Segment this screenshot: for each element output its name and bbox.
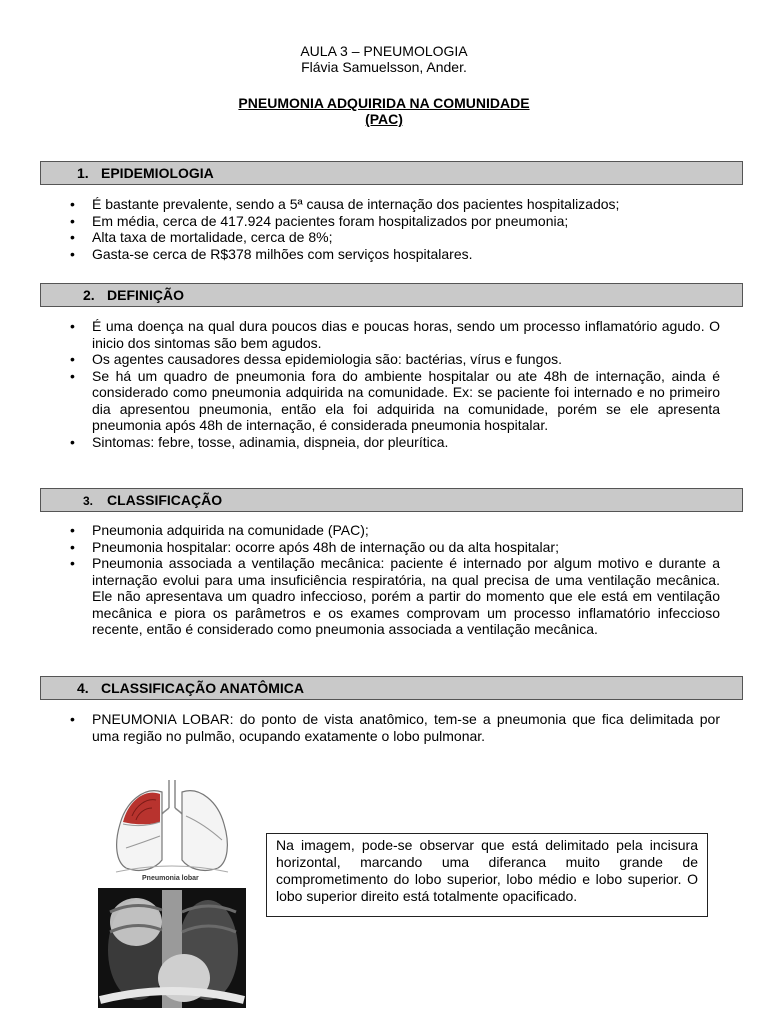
list-item: • Os agentes causadores dessa epidemiologia são: bactérias, vírus e fungos. [92, 351, 720, 368]
section-header-definicao [40, 283, 743, 307]
authors-line: Flávia Samuelsson, Ander. [301, 59, 467, 75]
chest-xray-image [98, 888, 246, 1008]
anatomica-list [92, 711, 720, 744]
list-item: • Em média, cerca de 417.924 pacientes foram hospitalizados por pneumonia; [92, 213, 720, 230]
section-title: EPIDEMIOLOGIA [101, 165, 214, 181]
document-header [0, 43, 768, 75]
section-title: DEFINIÇÃO [107, 287, 184, 303]
lung-diagram-illustration [96, 772, 248, 1008]
list-item: • Sintomas: febre, tosse, adinamia, dispneia, dor pleurítica. [92, 434, 720, 451]
list-item: • Alta taxa de mortalidade, cerca de 8%; [92, 229, 720, 246]
list-item: • PNEUMONIA LOBAR: do ponto de vista anatômico, tem-se a pneumonia que fica delimitada por uma região no pulmão, ocupando exatamente o lobo pulmonar. [92, 711, 720, 744]
image-caption-box [266, 833, 708, 917]
section-title: CLASSIFICAÇÃO ANATÔMICA [101, 680, 304, 696]
epidemiologia-list [92, 196, 720, 262]
section-header-epidemiologia [40, 161, 743, 185]
section-header-classificacao-anatomica [40, 676, 743, 700]
list-item: • Pneumonia associada a ventilação mecânica: paciente é internado por algum motivo e durante a internação evolui para uma insuficiência respiratória, na qual precisa de uma ventilação mecânica. Ele não apresentava um quadro infeccioso, porém a partir do momento que ele está em ventilação mecânica e piora os parâmetros e os exames comprovam um processo inflamatório infeccioso recente, então é considerado como pneumonia associada a ventilação mecânica. [92, 555, 720, 638]
list-item: • Pneumonia adquirida na comunidade (PAC); [92, 522, 720, 539]
lobar-pneumonia-figure [96, 772, 248, 1008]
caption-text: Na imagem, pode-se observar que está delimitado pela incisura horizontal, marcando uma diferanca muito grande de comprometimento do lobo superior, lobo médio e lobo superior. O lobo superior direito está totalmente opacificado. [276, 837, 698, 904]
document-title [0, 95, 768, 127]
title-line-1: PNEUMONIA ADQUIRIDA NA COMUNIDADE [238, 95, 530, 111]
diagram-label: Pneumonia lobar [142, 875, 199, 882]
list-item: • Se há um quadro de pneumonia fora do ambiente hospitalar ou ate 48h de internação, ainda é considerado como pneumonia adquirida na comunidade. Ex: se paciente foi internado e no primeiro dia apresentou pneumonia, então ela foi adquirida na comunidade, porém se ele apresenta pneumonia após 48h de internação, é considerada pneumonia hospitalar. [92, 368, 720, 434]
classificacao-list [92, 522, 720, 638]
title-line-2: (PAC) [365, 111, 403, 127]
list-item: • É bastante prevalente, sendo a 5ª causa de internação dos pacientes hospitalizados; [92, 196, 720, 213]
list-item: • Gasta-se cerca de R$378 milhões com serviços hospitalares. [92, 246, 720, 263]
section-number: 4. [77, 680, 89, 696]
list-item: • É uma doença na qual dura poucos dias e poucas horas, sendo um processo inflamatório agudo. O inicio dos sintomas são bem agudos. [92, 318, 720, 351]
section-header-classificacao [40, 488, 743, 512]
list-item: • Pneumonia hospitalar: ocorre após 48h de internação ou da alta hospitalar; [92, 539, 720, 556]
definicao-list [92, 318, 720, 450]
section-number: 2. [83, 287, 95, 303]
section-title: CLASSIFICAÇÃO [107, 492, 223, 508]
course-line: AULA 3 – PNEUMOLOGIA [300, 43, 468, 59]
section-number: 1. [77, 165, 89, 181]
section-number: 3. [83, 494, 94, 508]
